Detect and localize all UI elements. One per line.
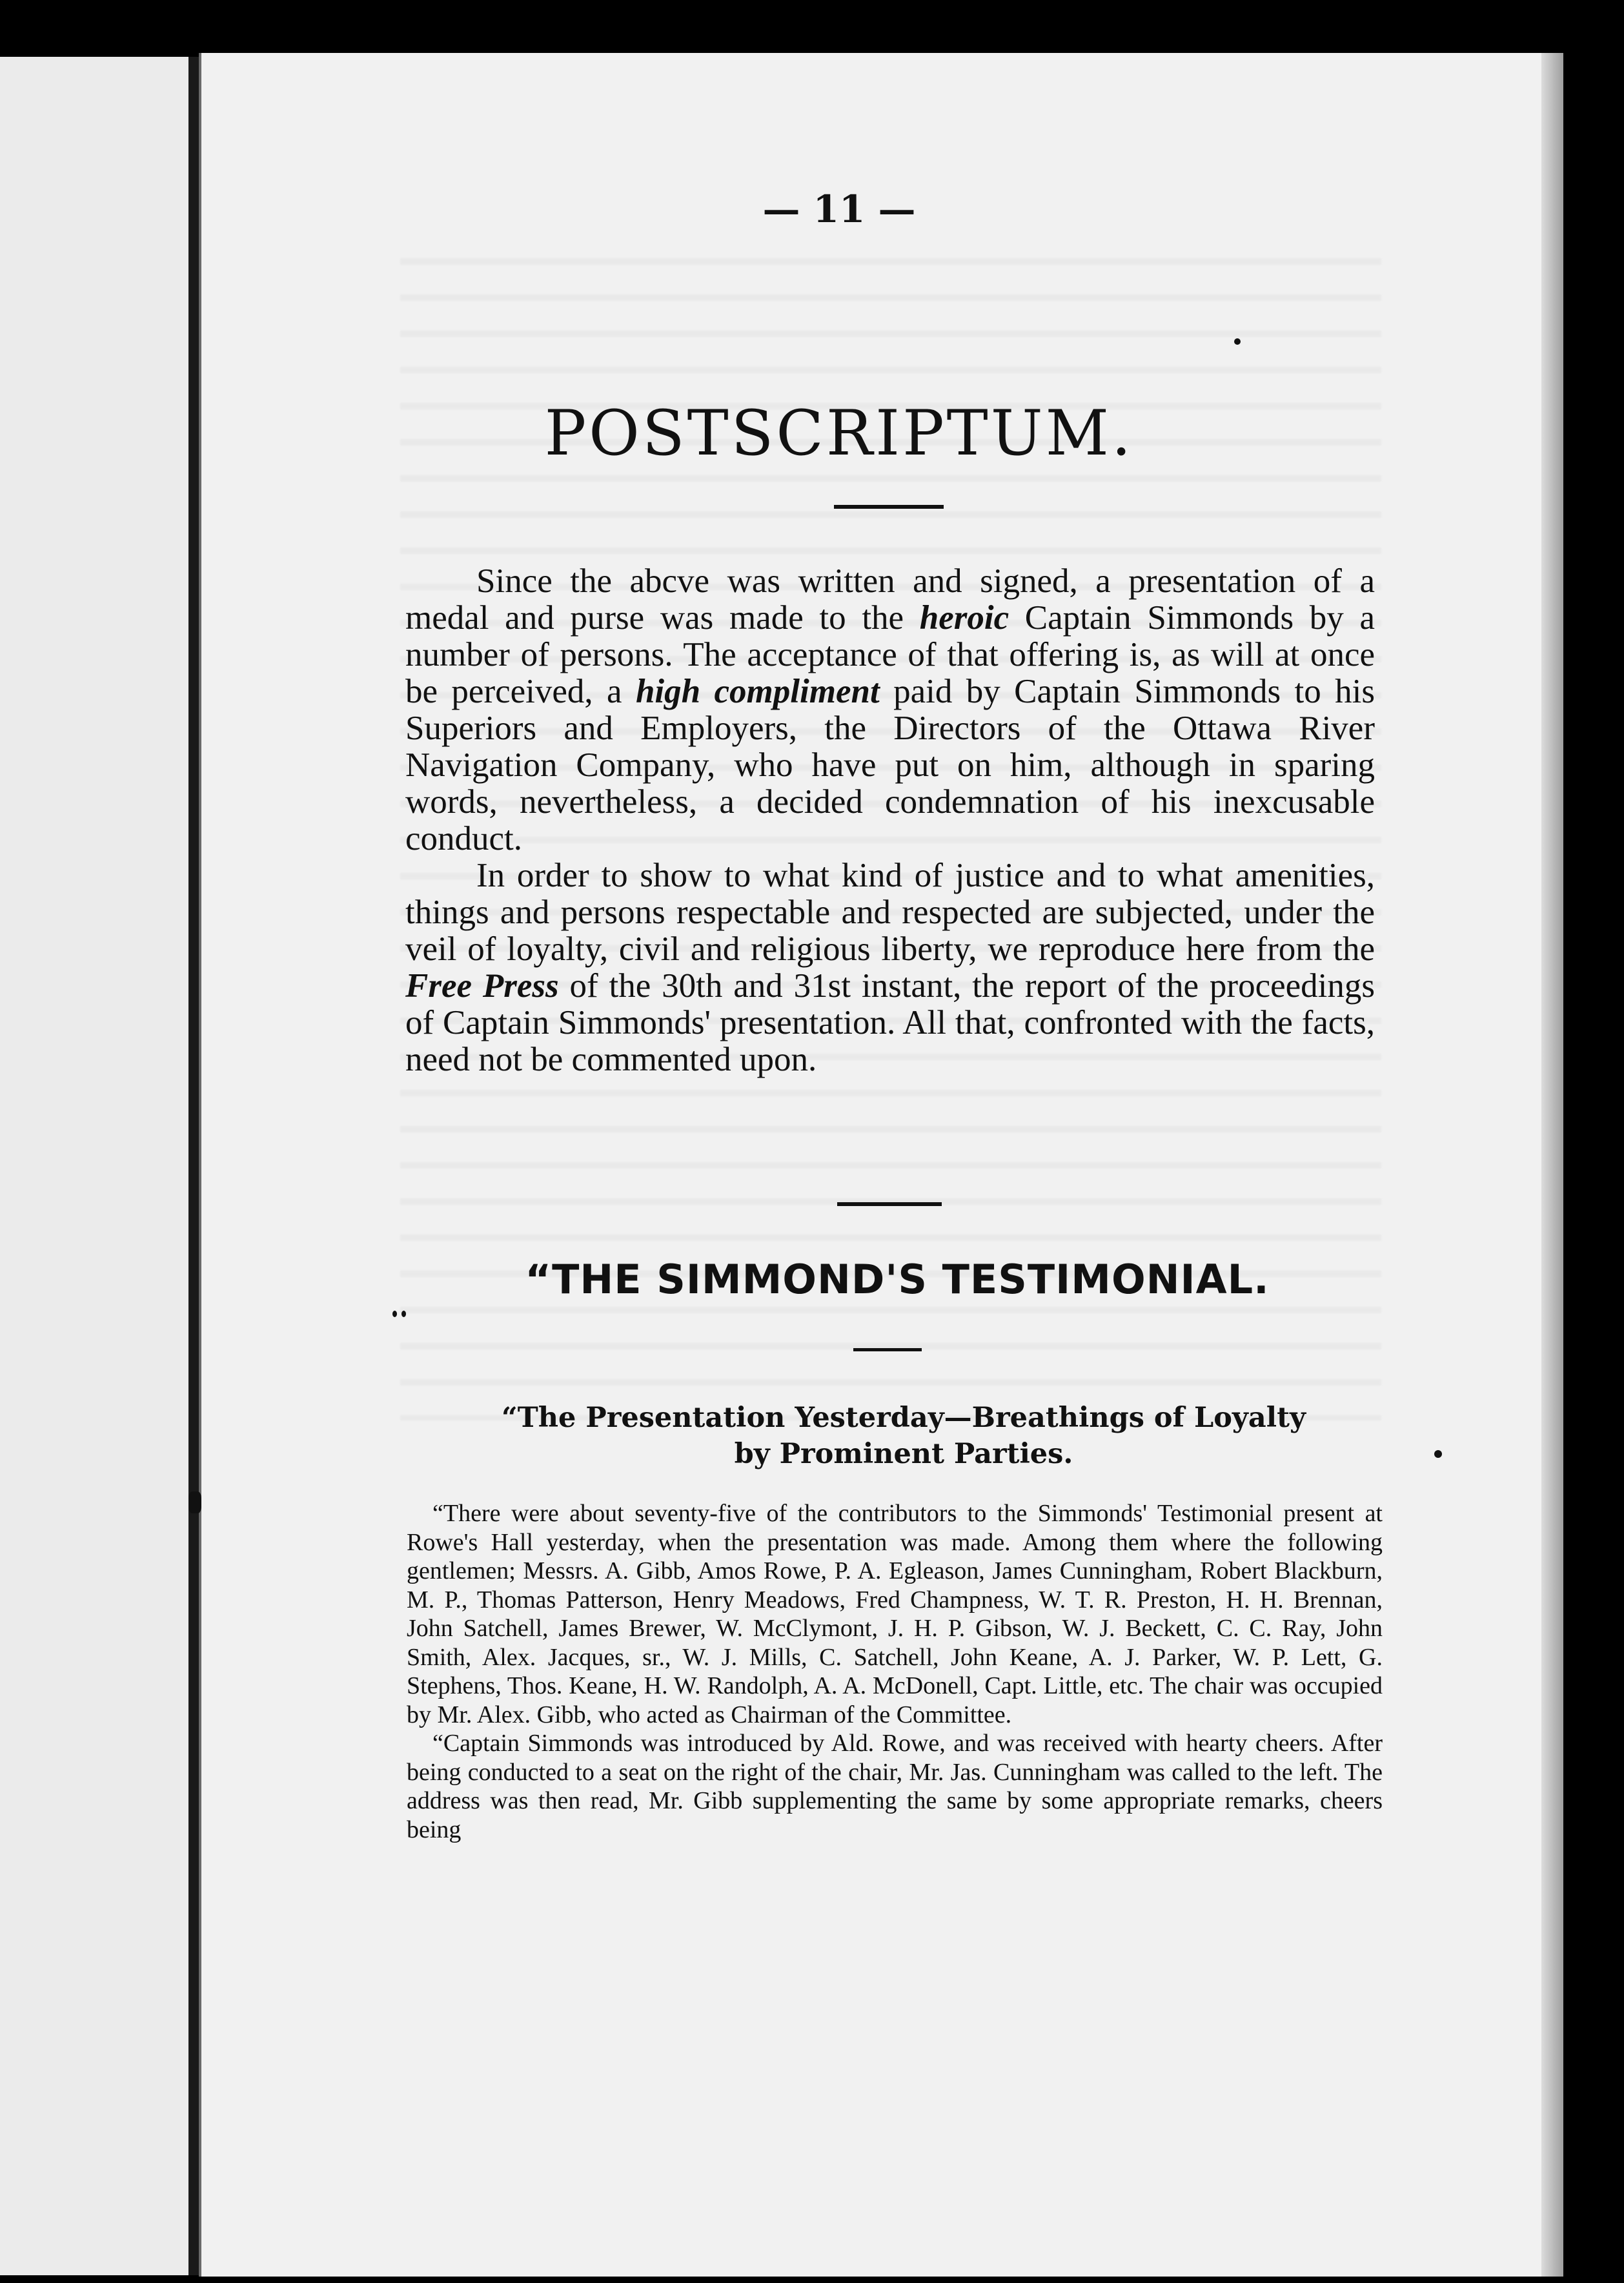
postscript-heading: POSTSCRIPTUM. <box>544 397 1134 469</box>
scan-speck <box>1434 1450 1442 1458</box>
subheading-line: “The Presentation Yesterday—Breathings of Loyalty <box>502 1402 1306 1434</box>
report-paragraph: “There were about seventy-five of the contributors to the Simmonds' Testimonial present at Rowe's Hall yesterday, when the presentation was made. Among them where the following gentlemen; Messrs. A. Gibb, Amos Rowe, P. A. Egleason, James Cunningham, Robert Blackburn, M. P., Thomas Patterson, Henry Meadows, Fred Champness, W. T. R. Preston, H. H. Brennan, John Satchell, James Brewer, W. McClymont, J. H. P. Gibson, W. J. Beckett, C. C. Ray, John Smith, Alex. Jacques, sr., W. J. Mills, C. Satchell, John Keane, A. J. Parker, W. P. Lett, G. Stephens, Thos. Keane, H. W. Randolph, A. A. McDonell, Capt. Little, etc. The chair was occupied by Mr. Alex. Gibb, who acted as Chairman of the Committee. <box>407 1500 1383 1728</box>
paragraph-text: of the 30th and 31st instant, the report of the proceedings of Captain Simmonds' presentation. All that, confronted with the facts, need not be commented upon. <box>405 967 1375 1078</box>
report-paragraph: “Captain Simmonds was introduced by Ald. Rowe, and was received with hearty cheers. After being conducted to a seat on the right of the chair, Mr. Jas. Cunningham was called to the left. The address was then read, Mr. Gibb supplementing the same by some appropriate remarks, cheers being <box>407 1730 1383 1843</box>
scan-speck <box>392 1311 397 1317</box>
scan-speck <box>188 1491 201 1513</box>
scan-speck <box>401 1311 406 1317</box>
emphasized-text: heroic <box>919 599 1010 637</box>
paragraph-text: Captain Simmonds by a number of persons. The acceptance of that offering is, as will at once be perceived, a <box>405 599 1375 710</box>
divider-rule <box>837 1202 942 1206</box>
divider-rule <box>834 505 944 509</box>
emphasized-text: high compliment <box>635 673 880 710</box>
divider-rule <box>853 1348 922 1351</box>
postscript-body <box>405 563 1375 1078</box>
previous-page-edge <box>0 57 188 2275</box>
page-fold-shadow <box>1541 53 1563 2277</box>
paragraph-text: Since the abcve was written and signed, a presentation of a medal and purse was made to the <box>405 562 1375 637</box>
article-subheading <box>413 1400 1394 1472</box>
postscript-paragraph <box>405 857 1375 1078</box>
report-body <box>407 1499 1383 1844</box>
testimonial-heading: “THE SIMMOND'S TESTIMONIAL. <box>525 1256 1270 1303</box>
subheading-line: by Prominent Parties. <box>734 1438 1073 1470</box>
postscript-paragraph <box>405 563 1375 857</box>
binding-gutter <box>188 57 199 2275</box>
page-number: — 11 — <box>762 187 916 231</box>
paragraph-text: paid by Captain Simmonds to his Superiors and Employers, the Directors of the Ottawa River Navigation Company, who have put on him, although in sparing words, nevertheless, a decided condemnation of his inexcusable conduct. <box>405 673 1375 857</box>
paragraph-text: In order to show to what kind of justice and to what amenities, things and persons respectable and respected are subjected, under the veil of loyalty, civil and religious liberty, we reproduce here from the <box>405 857 1375 968</box>
emphasized-text: Free Press <box>405 967 559 1005</box>
scan-speck <box>1234 338 1241 345</box>
